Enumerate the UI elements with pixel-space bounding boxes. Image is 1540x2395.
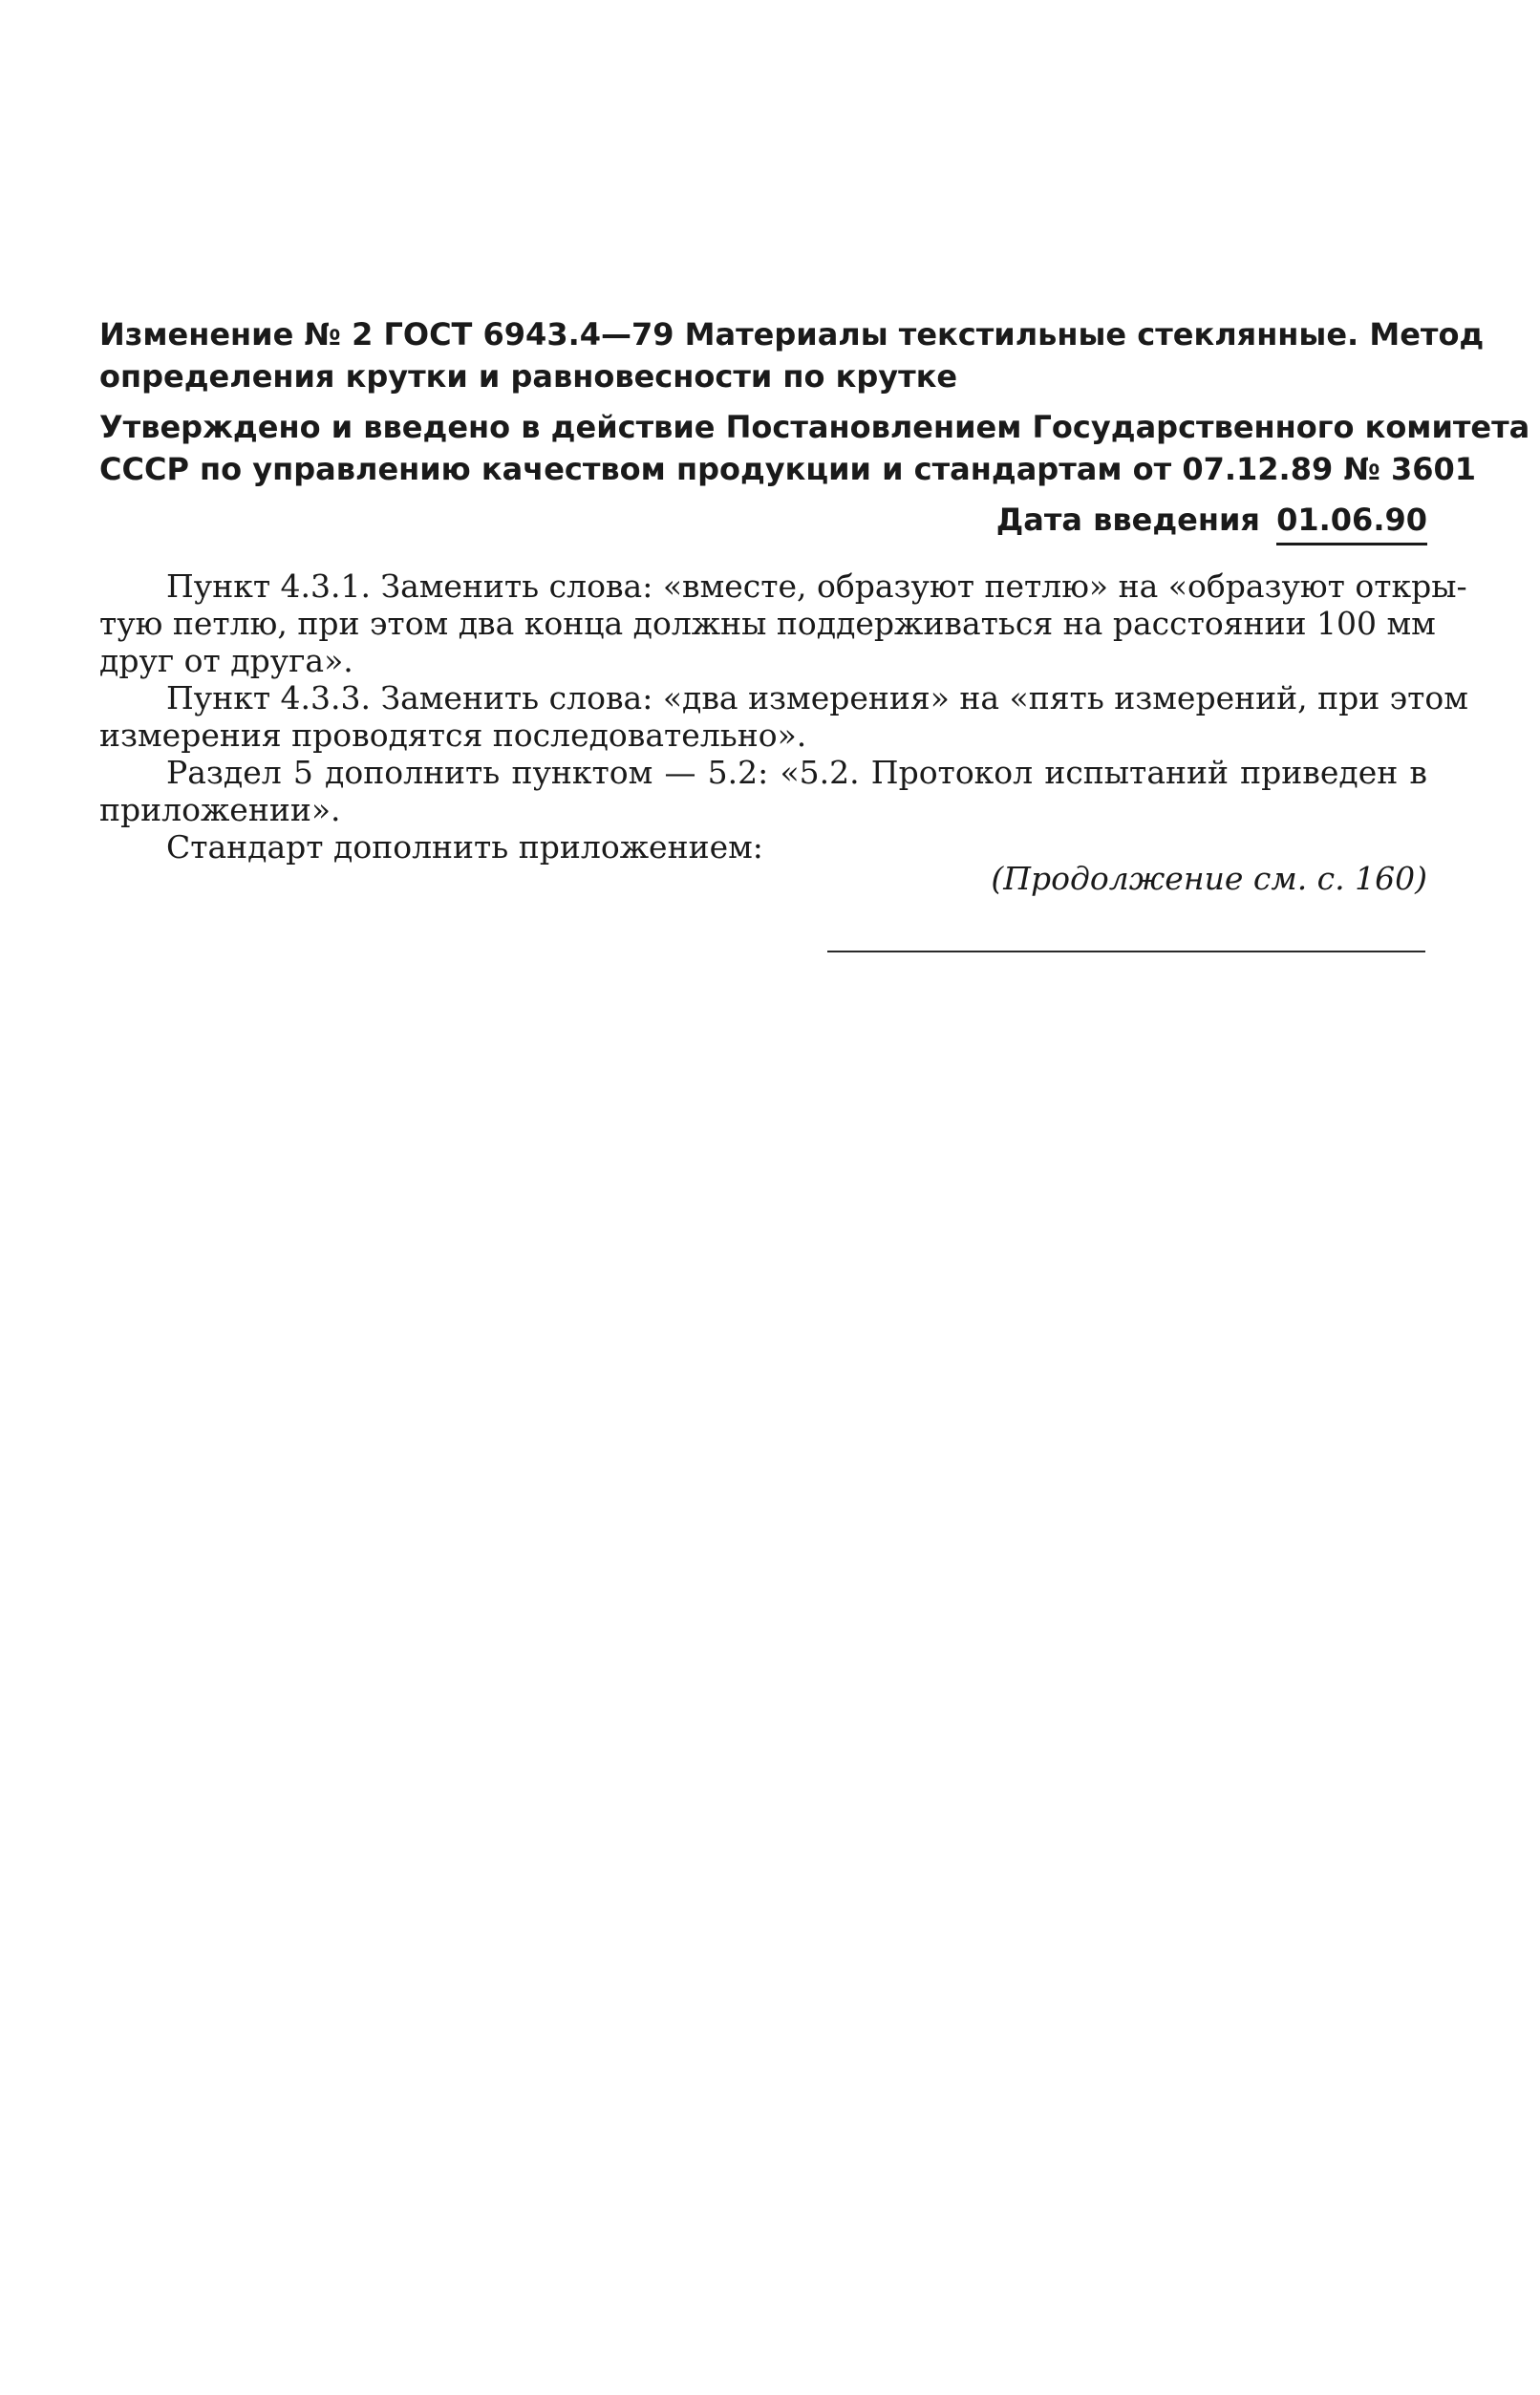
paragraph-line: Пункт 4.3.1. Заменить слова: «вместе, образуют петлю» на «образуют откры- xyxy=(166,567,1467,605)
amendment-paragraph xyxy=(99,679,1468,754)
amendment-paragraph xyxy=(99,567,1467,679)
approval-statement-line: Утверждено и введено в действие Постановлением Государственного комитета xyxy=(99,409,1530,445)
amendment-title-line: Изменение № 2 ГОСТ 6943.4—79 Материалы текстильные стеклянные. Метод xyxy=(99,316,1485,353)
horizontal-rule xyxy=(827,951,1425,952)
approval-statement-line: СССР по управлению качеством продукции и стандартам от 07.12.89 № 3601 xyxy=(99,451,1477,487)
amendment-title xyxy=(99,313,1485,397)
paragraph-line: приложении». xyxy=(99,791,341,828)
introduction-date xyxy=(996,499,1427,545)
introduction-date-label: Дата введения xyxy=(995,502,1260,538)
paragraph-line: измерения проводятся последовательно». xyxy=(99,716,807,754)
paragraph-line: Стандарт дополнить приложением: xyxy=(166,828,763,866)
paragraph-line: Пункт 4.3.3. Заменить слова: «два измерения» на «пять измерений, при этом xyxy=(166,679,1468,716)
amendment-body xyxy=(99,567,1468,866)
paragraph-line: друг от друга». xyxy=(99,642,353,679)
paragraph-line: Раздел 5 дополнить пунктом — 5.2: «5.2. Протокол испытаний приведен в xyxy=(166,754,1427,791)
introduction-date-value: 01.06.90 xyxy=(1276,499,1427,545)
amendment-paragraph xyxy=(99,754,1427,828)
amendment-title-line: определения крутки и равновесности по крутке xyxy=(99,358,958,395)
paragraph-line: тую петлю, при этом два конца должны поддерживаться на расстоянии 100 мм xyxy=(99,605,1436,642)
approval-statement xyxy=(99,406,1530,490)
continuation-note: (Продолжение см. с. 160) xyxy=(991,860,1427,897)
